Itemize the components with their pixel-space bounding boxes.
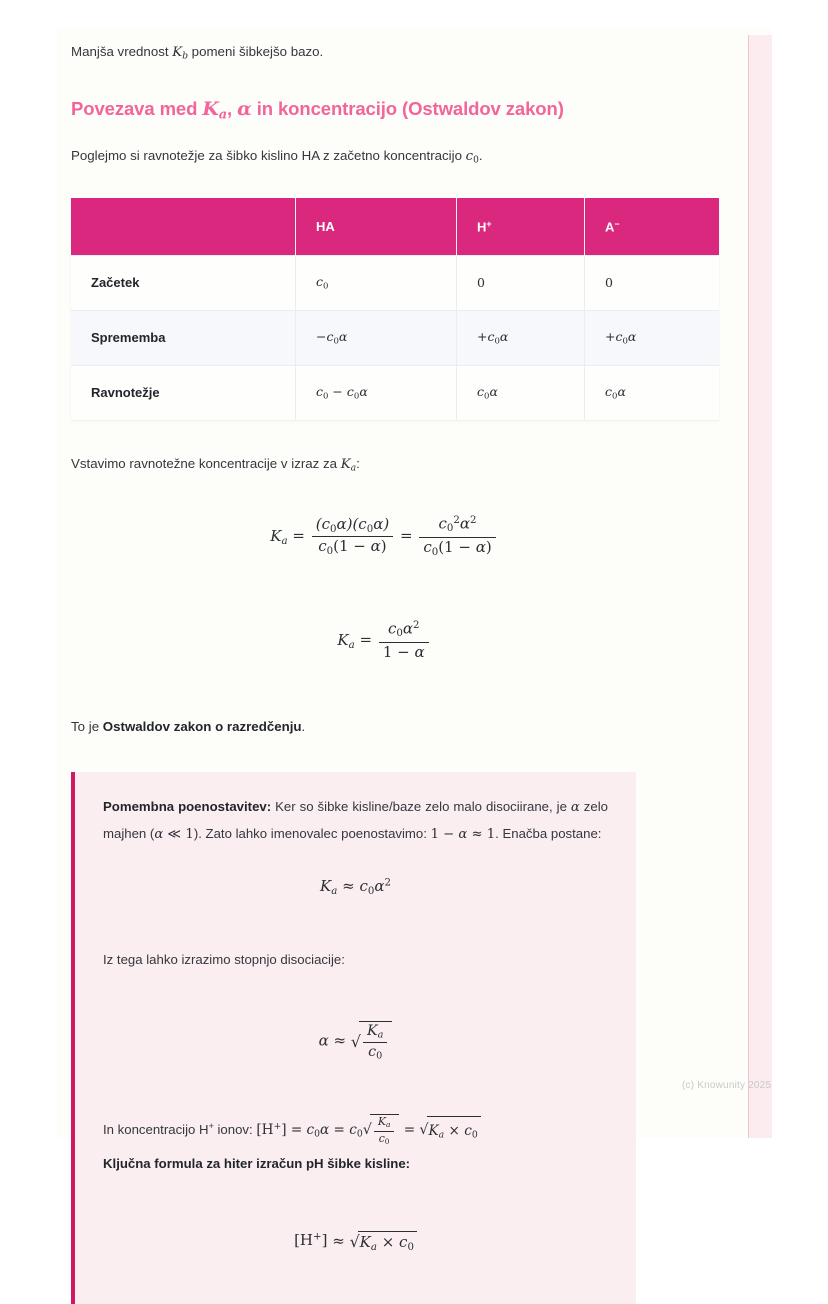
cell-ravnotezje-ha: $c_0 - c_0\alpha$ bbox=[296, 365, 457, 420]
h-concentration-paragraph bbox=[103, 1114, 608, 1147]
section-title-pre: Povezava med bbox=[71, 97, 203, 119]
cell-sprememba-a: $+c_0\alpha$ bbox=[585, 310, 720, 365]
table-header-cell-a bbox=[585, 198, 720, 256]
lead-math-c0: $c_0$ bbox=[465, 149, 479, 166]
table-row bbox=[71, 310, 719, 365]
watermark-copyright: (c) Knowunity 2025 bbox=[682, 1080, 772, 1091]
table-header-cell-h bbox=[457, 198, 585, 256]
ostwald-pre: To je bbox=[71, 719, 103, 735]
cell-ravnotezje-a: $c_0\alpha$ bbox=[585, 365, 720, 420]
table-row bbox=[71, 365, 719, 420]
h-conc-pre: In koncentracijo H bbox=[103, 1122, 209, 1138]
callout-body-part4: . Enačba postane: bbox=[495, 825, 602, 841]
equation-h-concentration-final: $[H^+] \approx √K_a \times c_0$ bbox=[103, 1231, 608, 1253]
ostwald-law-paragraph bbox=[71, 717, 697, 738]
cell-zacetek-a: 0 bbox=[585, 255, 720, 310]
equation-alpha-approx: α ≈ √ $\frac{K_a}{c_0}$ bbox=[103, 1021, 608, 1062]
lead-paragraph bbox=[71, 146, 697, 168]
header-a-superscript: − bbox=[614, 218, 620, 229]
substitute-text-post: : bbox=[356, 455, 360, 471]
intro-text-pre: Manjša vrednost bbox=[71, 44, 173, 59]
table-row bbox=[71, 255, 719, 310]
section-title-math-ka: $K_a$ bbox=[202, 97, 228, 123]
callout-body-part3: ). Zato lahko imenovalec poenostavimo: bbox=[193, 825, 431, 841]
equation-ka-approx: $K_a \approx c_0\alpha^2$ bbox=[320, 877, 391, 898]
intro-text-post: pomeni šibkejšo bazo. bbox=[187, 44, 324, 59]
header-h-base: H bbox=[477, 219, 487, 235]
cell-ravnotezje-h: $c_0\alpha$ bbox=[457, 365, 585, 420]
key-formula-heading: Ključna formula za hiter izračun pH šibke kisline: bbox=[103, 1155, 411, 1171]
table-header-row bbox=[71, 198, 719, 256]
lead-text-post: . bbox=[478, 148, 483, 164]
intro-paragraph bbox=[71, 42, 697, 64]
h-conc-formula: $[H^+] = c_0\alpha = c_0√$ $\frac{K_a}{c_0}$ = $√K_a \times c_0$ bbox=[256, 1122, 480, 1138]
callout-body-part1: Ker so šibke kisline/baze zelo malo disociirane, je bbox=[271, 798, 571, 814]
equilibrium-table bbox=[71, 198, 719, 420]
header-a-base: A bbox=[605, 219, 615, 235]
cell-sprememba-ha: $-c_0\alpha$ bbox=[296, 310, 457, 365]
intro-math-kb: $K_b$ bbox=[172, 45, 188, 62]
substitute-paragraph bbox=[71, 454, 697, 476]
derive-alpha-text: Iz tega lahko izrazimo stopnjo disociacije: bbox=[103, 952, 345, 968]
document-page bbox=[57, 28, 772, 1253]
row-label-ravnotezje: Ravnotežje bbox=[71, 365, 296, 420]
h-conc-mid: ionov: bbox=[213, 1122, 257, 1138]
cell-zacetek-h: 0 bbox=[457, 255, 585, 310]
header-h-superscript: + bbox=[486, 218, 492, 229]
h-conc-superscript: + bbox=[208, 1121, 214, 1132]
ostwald-bold: Ostwaldov zakon o razredčenju bbox=[102, 719, 302, 735]
callout-alpha-much-less: α ≪ 1 bbox=[154, 826, 194, 842]
section-title-post: in koncentracijo (Ostwaldov zakon) bbox=[251, 97, 564, 119]
important-simplification-callout bbox=[71, 772, 636, 1304]
section-title-mid: , bbox=[227, 97, 238, 119]
callout-simplify-expr: 1 − α ≈ 1 bbox=[430, 826, 496, 842]
callout-alpha-1: α bbox=[570, 799, 580, 815]
table-header-cell-ha: HA bbox=[296, 198, 457, 256]
section-title-math-alpha: α bbox=[237, 97, 252, 120]
section-title bbox=[71, 98, 697, 123]
page-side-accent-band bbox=[748, 35, 772, 1138]
document-content bbox=[57, 28, 697, 1304]
equation-ka-expanded: $K_a$ = $\frac{(c_0\alpha)(c_0\alpha)}{c_0(1 - \alpha)}$ = $\frac{c_0^2\alpha^2}{c_0(1 - \alpha)}$ bbox=[71, 515, 697, 558]
callout-body-part2: zelo majhen ( bbox=[103, 798, 608, 841]
callout-body-paragraph bbox=[103, 794, 608, 847]
callout-title: Pomembna poenostavitev: bbox=[103, 798, 272, 814]
cell-sprememba-h: $+c_0\alpha$ bbox=[457, 310, 585, 365]
substitute-math-ka: $K_a$ bbox=[340, 456, 357, 474]
table-header bbox=[71, 198, 719, 256]
row-label-zacetek: Začetek bbox=[71, 255, 296, 310]
substitute-text-pre: Vstavimo ravnotežne koncentracije v izraz za bbox=[71, 455, 341, 471]
equation-ostwald: $K_a$ = $\frac{c_0\alpha^2}{1 - \alpha}$ bbox=[71, 620, 697, 661]
table-body bbox=[71, 255, 719, 420]
cell-zacetek-ha: $c_0$ bbox=[296, 255, 457, 310]
row-label-sprememba: Sprememba bbox=[71, 310, 296, 365]
ostwald-post: . bbox=[301, 719, 306, 735]
table-header-cell-blank bbox=[71, 198, 296, 256]
lead-text-pre: Poglejmo si ravnotežje za šibko kislino HA z začetno koncentracijo bbox=[71, 148, 466, 164]
